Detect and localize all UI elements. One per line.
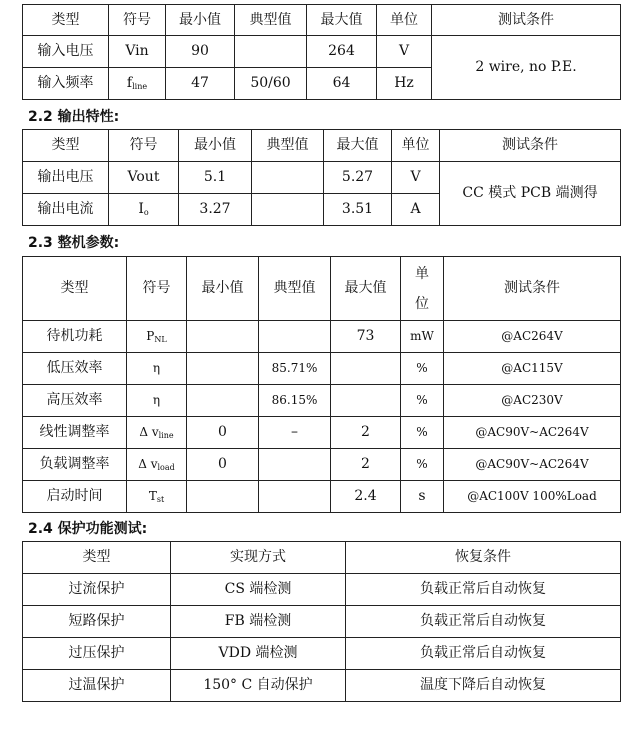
typ-cell [259, 321, 331, 353]
max-cell: 5.27 [324, 162, 392, 194]
symbol-text: Δ v [139, 424, 159, 439]
section-heading-output: 2.2 输出特性: [28, 109, 120, 125]
type-cell: 负载调整率 [23, 449, 127, 481]
symbol-text: I [138, 201, 144, 218]
header-cell: 典型值 [235, 5, 307, 36]
header-cell: 测试条件 [440, 130, 621, 162]
table-row [23, 449, 621, 481]
type-cell: 启动时间 [23, 481, 127, 513]
max-cell: 73 [331, 321, 401, 353]
header-cell: 类型 [23, 130, 109, 162]
condition-cell: @AC115V [444, 353, 621, 385]
header-cell: 最小值 [187, 257, 259, 321]
header-cell: 测试条件 [444, 257, 621, 321]
typ-cell [259, 481, 331, 513]
header-cell: 最大值 [331, 257, 401, 321]
table-row [23, 574, 621, 606]
min-cell: 0 [187, 449, 259, 481]
symbol-cell [127, 449, 187, 481]
section-heading-machine: 2.3 整机参数: [28, 235, 120, 251]
recovery-cell: 负载正常后自动恢复 [346, 638, 621, 670]
min-cell: 5.1 [179, 162, 252, 194]
table-header-row [23, 5, 621, 36]
header-cell: 类型 [23, 542, 171, 574]
header-cell: 实现方式 [171, 542, 346, 574]
min-cell: 47 [166, 68, 235, 100]
table-row [23, 353, 621, 385]
unit-cell: Hz [377, 68, 432, 100]
unit-cell: % [401, 353, 444, 385]
unit-cell: % [401, 385, 444, 417]
table-header-row [23, 130, 621, 162]
header-cell: 最大值 [324, 130, 392, 162]
header-cell: 最小值 [179, 130, 252, 162]
symbol-cell [109, 194, 179, 226]
typ-cell [252, 162, 324, 194]
header-cell: 测试条件 [432, 5, 621, 36]
typ-cell: – [259, 417, 331, 449]
type-cell: 线性调整率 [23, 417, 127, 449]
condition-cell: 2 wire, no P.E. [432, 36, 621, 100]
type-cell: 待机功耗 [23, 321, 127, 353]
max-cell: 3.51 [324, 194, 392, 226]
method-cell: CS 端检测 [171, 574, 346, 606]
unit-cell: V [392, 162, 440, 194]
unit-cell: mW [401, 321, 444, 353]
condition-cell: @AC90V~AC264V [444, 417, 621, 449]
table-header-row [23, 257, 621, 321]
table-row [23, 321, 621, 353]
typ-cell [252, 194, 324, 226]
table-row [23, 638, 621, 670]
protection-table [22, 541, 621, 702]
symbol-cell [127, 353, 187, 385]
unit-cell: % [401, 417, 444, 449]
min-cell: 90 [166, 36, 235, 68]
table-row [23, 36, 621, 68]
symbol-cell [127, 417, 187, 449]
header-cell: 最小值 [166, 5, 235, 36]
table-row [23, 606, 621, 638]
method-cell: VDD 端检测 [171, 638, 346, 670]
recovery-cell: 负载正常后自动恢复 [346, 574, 621, 606]
unit-cell: s [401, 481, 444, 513]
type-cell: 过流保护 [23, 574, 171, 606]
symbol-cell [127, 321, 187, 353]
min-cell [187, 321, 259, 353]
symbol-subscript: load [157, 462, 175, 472]
symbol-text: Vin [125, 43, 149, 60]
machine-spec-table [22, 256, 621, 513]
min-cell: 0 [187, 417, 259, 449]
min-cell [187, 385, 259, 417]
table-row [23, 162, 621, 194]
max-cell [331, 353, 401, 385]
symbol-cell [109, 162, 179, 194]
section-heading-protection: 2.4 保护功能测试: [28, 521, 148, 537]
max-cell: 64 [307, 68, 377, 100]
type-cell: 高压效率 [23, 385, 127, 417]
method-cell: 150° C 自动保护 [171, 670, 346, 702]
table-header-row [23, 542, 621, 574]
header-cell: 符号 [109, 5, 166, 36]
condition-cell: @AC230V [444, 385, 621, 417]
header-cell: 符号 [109, 130, 179, 162]
unit-cell: % [401, 449, 444, 481]
min-cell [187, 353, 259, 385]
typ-cell: 50/60 [235, 68, 307, 100]
symbol-subscript: line [158, 430, 174, 440]
symbol-cell [109, 68, 166, 100]
condition-cell: CC 模式 PCB 端测得 [440, 162, 621, 226]
header-cell: 符号 [127, 257, 187, 321]
table-row [23, 670, 621, 702]
header-cell: 类型 [23, 257, 127, 321]
symbol-cell [109, 36, 166, 68]
recovery-cell: 负载正常后自动恢复 [346, 606, 621, 638]
typ-cell [259, 449, 331, 481]
recovery-cell: 温度下降后自动恢复 [346, 670, 621, 702]
condition-cell: @AC90V~AC264V [444, 449, 621, 481]
max-cell [331, 385, 401, 417]
header-cell: 恢复条件 [346, 542, 621, 574]
symbol-subscript: st [156, 494, 165, 504]
min-cell [187, 481, 259, 513]
header-cell: 典型值 [259, 257, 331, 321]
table-row [23, 385, 621, 417]
condition-cell: @AC100V 100%Load [444, 481, 621, 513]
type-cell: 低压效率 [23, 353, 127, 385]
typ-cell: 86.15% [259, 385, 331, 417]
type-cell: 过温保护 [23, 670, 171, 702]
header-cell: 类型 [23, 5, 109, 36]
symbol-text: η [152, 393, 161, 408]
header-cell: 单位 [392, 130, 440, 162]
symbol-subscript: line [132, 82, 148, 92]
symbol-cell [127, 385, 187, 417]
table-row [23, 481, 621, 513]
symbol-text: T [148, 488, 157, 503]
unit-cell: V [377, 36, 432, 68]
symbol-text: η [152, 361, 161, 376]
output-spec-table [22, 129, 621, 226]
type-cell: 输出电流 [23, 194, 109, 226]
type-cell: 过压保护 [23, 638, 171, 670]
unit-cell: A [392, 194, 440, 226]
max-cell: 2.4 [331, 481, 401, 513]
symbol-text: Vout [127, 169, 160, 186]
symbol-text: f [126, 75, 133, 92]
header-cell: 单位 [377, 5, 432, 36]
condition-cell: @AC264V [444, 321, 621, 353]
symbol-cell [127, 481, 187, 513]
table-row [23, 417, 621, 449]
typ-cell [235, 36, 307, 68]
symbol-text: P [146, 328, 155, 343]
header-unit-line-2: 位 [415, 295, 429, 312]
type-cell: 短路保护 [23, 606, 171, 638]
max-cell: 2 [331, 449, 401, 481]
type-cell: 输入频率 [23, 68, 109, 100]
symbol-subscript: o [143, 208, 149, 218]
min-cell: 3.27 [179, 194, 252, 226]
input-spec-table [22, 4, 621, 100]
header-cell: 典型值 [252, 130, 324, 162]
typ-cell: 85.71% [259, 353, 331, 385]
header-cell-unit [401, 257, 444, 321]
max-cell: 264 [307, 36, 377, 68]
type-cell: 输出电压 [23, 162, 109, 194]
header-unit-line-1: 单 [415, 265, 429, 282]
header-cell: 最大值 [307, 5, 377, 36]
type-cell: 输入电压 [23, 36, 109, 68]
symbol-subscript: NL [154, 334, 167, 344]
symbol-text: Δ v [138, 456, 158, 471]
method-cell: FB 端检测 [171, 606, 346, 638]
max-cell: 2 [331, 417, 401, 449]
